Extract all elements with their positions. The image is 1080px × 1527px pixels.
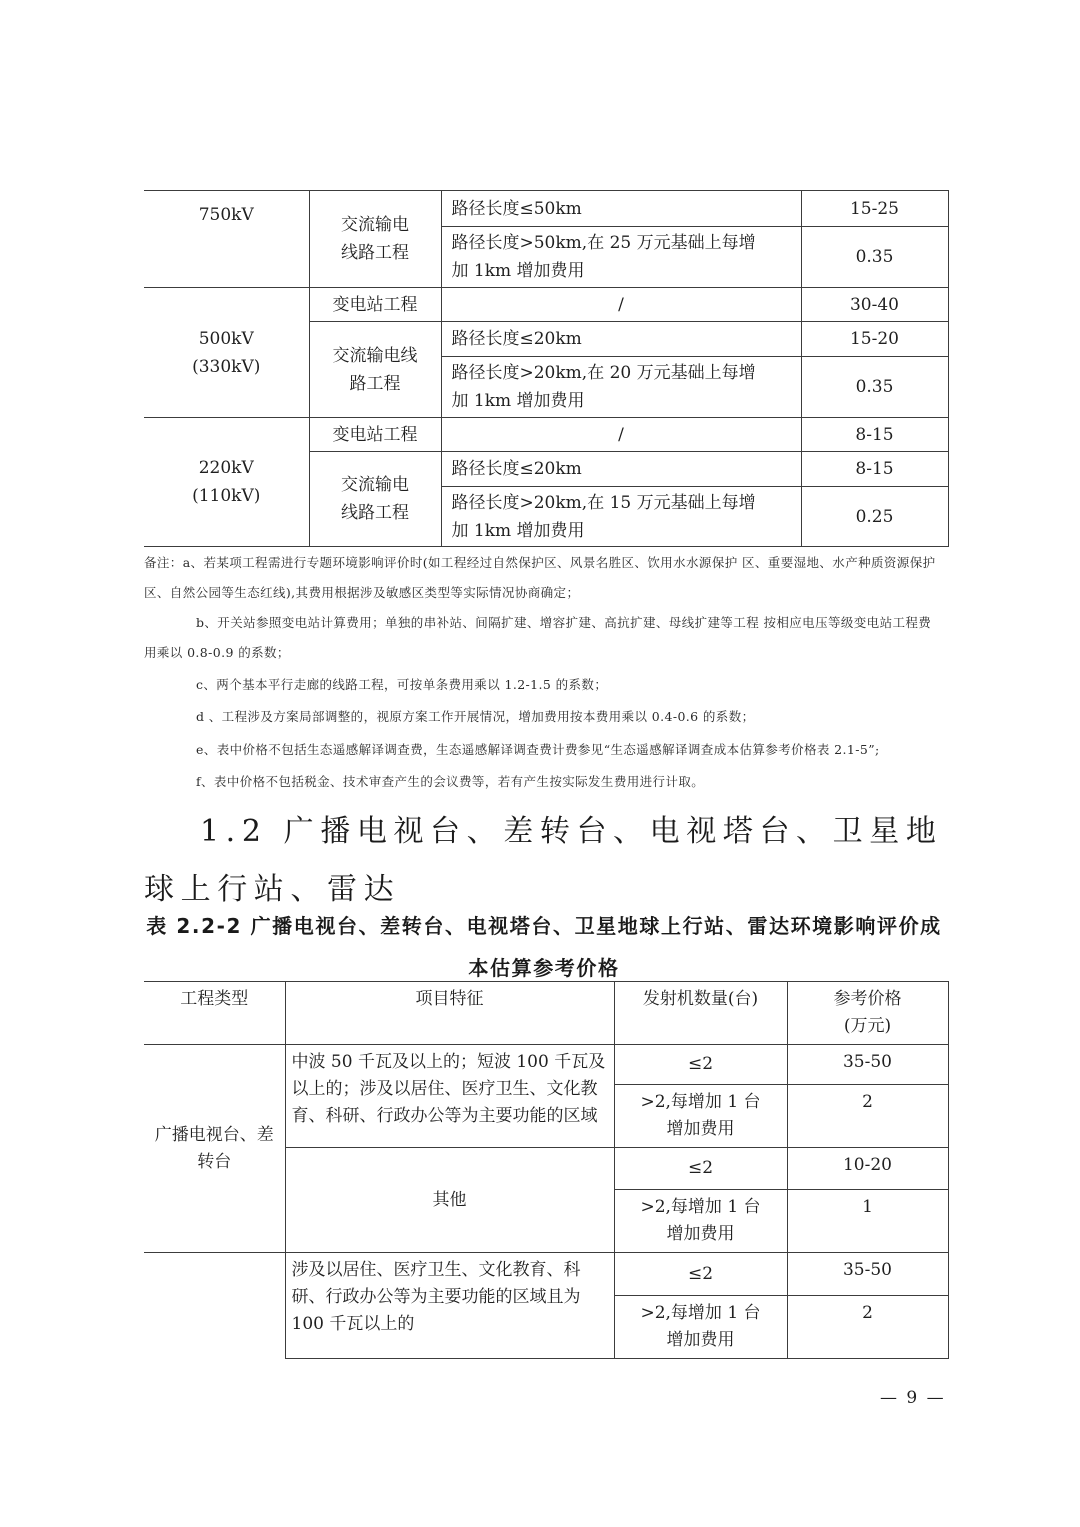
table-row [144, 1253, 948, 1296]
count-line: 增加费用 [666, 1224, 735, 1244]
count-line: >2,每增加 1 台 [640, 1303, 761, 1323]
count-line: 增加费用 [666, 1119, 735, 1139]
price-cell: 35-50 [787, 1045, 948, 1085]
count-cell [614, 1190, 787, 1253]
project-type-line: 交流输电线 [332, 345, 418, 366]
note-a: 备注：a、若某项工程需进行专题环境影响评价时(如工程经过自然保护区、风景名胜区、饮用水水源保护 区、重要湿地、水产种质资源保护区、自然公园等生态红线),其费用根据涉及敏感区类型等实际情况协商确定； [144, 555, 936, 600]
count-cell [614, 1296, 787, 1359]
table-row [144, 418, 948, 452]
table-row [144, 1045, 948, 1085]
note-d: d 、工程涉及方案局部调整的，视原方案工作开展情况，增加费用按本费用乘以 0.4-0.6 的系数； [196, 709, 755, 724]
price-cell: 15-20 [801, 322, 948, 357]
section-heading: 1.2 广播电视台、差转台、电视塔台、卫星地球上行站、雷达 [144, 814, 943, 907]
note-e: e、表中价格不包括生态遥感解译调查费，生态遥感解译调查费计费参见“生态遥感解译调查成本估算参考价格表 2.1-5”; [196, 742, 880, 757]
voltage-label: (330kV) [192, 356, 261, 377]
count-line: 增加费用 [666, 1330, 735, 1350]
price-cell: 0.35 [801, 227, 948, 288]
voltage-cell [144, 288, 309, 418]
project-type-line: 线路工程 [341, 243, 409, 263]
count-cell: ≤2 [614, 1253, 787, 1296]
count-line: >2,每增加 1 台 [640, 1092, 761, 1112]
price-cell: 10-20 [787, 1148, 948, 1190]
price-cell: 8-15 [801, 452, 948, 487]
project-type-cell: 广播电视台、差转台 [144, 1045, 285, 1253]
feature-line: 加 1km 增加费用 [451, 520, 585, 541]
feature-line: 加 1km 增加费用 [451, 261, 585, 281]
note-f: f、表中价格不包括税金、技术审查产生的会议费等，若有产生按实际发生费用进行计取。 [196, 774, 705, 789]
price-cell: 30-40 [801, 288, 948, 322]
header-price-line: 参考价格 [833, 989, 902, 1009]
page-number: — 9 — [880, 1388, 946, 1408]
price-cell: 1 [787, 1190, 948, 1253]
feature-cell: / [441, 288, 801, 322]
voltage-cell [144, 418, 309, 547]
table-caption: 表 2.2-2 广播电视台、差转台、电视塔台、卫星地球上行站、雷达环境影响评价成 [146, 914, 942, 938]
feature-line: 路径长度>20km,在 15 万元基础上每增 [451, 492, 756, 513]
transmission-price-table [144, 190, 949, 547]
note-c: c、两个基本平行走廊的线路工程，可按单条费用乘以 1.2-1.5 的系数； [196, 677, 608, 692]
voltage-label: 500kV [198, 328, 254, 349]
project-type-cell [309, 452, 441, 547]
header-count: 发射机数量(台) [614, 982, 787, 1045]
project-type-cell [309, 322, 441, 418]
project-type-cell: 变电站工程 [309, 288, 441, 322]
feature-cell [441, 227, 801, 288]
voltage-cell [144, 191, 309, 288]
feature-line: 加 1km 增加费用 [451, 391, 585, 411]
voltage-label: 220kV [198, 458, 254, 478]
price-cell: 0.35 [801, 357, 948, 418]
header-row [144, 982, 948, 1045]
feature-cell: 路径长度≤50km [441, 191, 801, 227]
price-cell: 8-15 [801, 418, 948, 452]
feature-cell [441, 487, 801, 547]
broadcast-price-table [144, 981, 949, 1359]
feature-cell: 路径长度≤20km [441, 322, 801, 357]
project-type-line: 交流输电 [341, 215, 409, 235]
feature-cell: 中波 50 千瓦及以上的；短波 100 千瓦及以上的；涉及以居住、医疗卫生、文化教育、科研、行政办公等为主要功能的区域 [285, 1045, 614, 1148]
feature-cell: 其他 [285, 1148, 614, 1253]
header-price-line: (万元) [843, 1016, 892, 1036]
price-cell: 0.25 [801, 487, 948, 547]
header-price [787, 982, 948, 1045]
note-b: b、开关站参照变电站计算费用；单独的串补站、间隔扩建、增容扩建、高抗扩建、母线扩建等工程 按相应电压等级变电站工程费用乘以 0.8-0.9 的系数； [144, 615, 932, 660]
price-cell: 2 [787, 1296, 948, 1359]
project-type-line: 线路工程 [341, 503, 409, 523]
table-caption-continued: 本估算参考价格 [468, 956, 620, 980]
feature-cell: 路径长度≤20km [441, 452, 801, 487]
table-row [144, 288, 948, 322]
project-type-cell: 变电站工程 [309, 418, 441, 452]
project-type-cell [309, 191, 441, 288]
voltage-label: 750kV [198, 205, 254, 225]
feature-cell: 涉及以居住、医疗卫生、文化教育、科研、行政办公等为主要功能的区域且为 100 千瓦以上的 [285, 1253, 614, 1359]
feature-line: 路径长度>20km,在 20 万元基础上每增 [451, 363, 756, 383]
count-cell [614, 1085, 787, 1148]
price-cell: 15-25 [801, 191, 948, 227]
project-type-line: 交流输电 [341, 475, 409, 495]
count-cell: ≤2 [614, 1148, 787, 1190]
voltage-label: (110kV) [192, 486, 261, 506]
project-type-line: 路工程 [349, 373, 401, 394]
price-cell: 2 [787, 1085, 948, 1148]
feature-cell [441, 357, 801, 418]
header-type: 工程类型 [144, 982, 285, 1045]
price-cell: 35-50 [787, 1253, 948, 1296]
count-line: >2,每增加 1 台 [640, 1197, 761, 1217]
header-feature: 项目特征 [285, 982, 614, 1045]
feature-line: 路径长度>50km,在 25 万元基础上每增 [451, 233, 756, 253]
feature-cell: / [441, 418, 801, 452]
count-cell: ≤2 [614, 1045, 787, 1085]
project-type-cell-empty [144, 1253, 285, 1359]
table-row [144, 191, 948, 227]
